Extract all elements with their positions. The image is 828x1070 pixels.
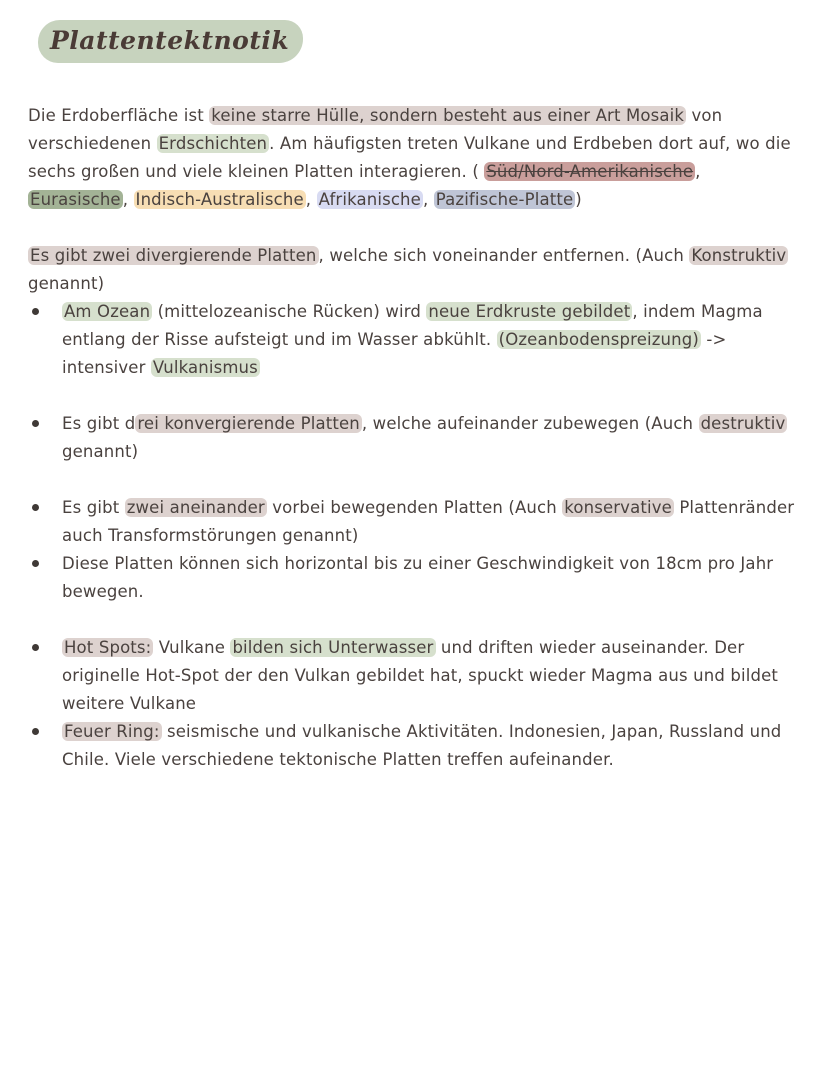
bullet-list-4 xyxy=(28,634,798,774)
list-text: (mittelozeanische Rücken) wird xyxy=(152,302,427,321)
list-item-geschwindigkeit xyxy=(28,550,798,606)
highlight-vulkanismus: Vulkanismus xyxy=(152,358,258,377)
list-text: Vulkane xyxy=(153,638,231,657)
list-text: seismische und vulkanische Aktivitäten. Indonesien, Japan, Russland und Chile. Viele verschiedene tektonische Platten treffen aufeinander. xyxy=(62,722,782,769)
list-text: , welche aufeinander zubewegen (Auch xyxy=(361,414,699,433)
highlight-aneinander: zwei aneinander xyxy=(126,498,265,517)
list-item-transform xyxy=(28,494,798,550)
list-text: genannt) xyxy=(62,442,139,461)
plate-pazifische: Pazifische-Platte xyxy=(435,190,574,209)
page-title: Plattentektnotik xyxy=(50,26,290,55)
highlight-mosaik: keine starre Hülle, sondern besteht aus einer Art Mosaik xyxy=(211,106,685,125)
spacer xyxy=(28,382,798,410)
highlight-unterwasser: bilden sich Unterwasser xyxy=(232,638,434,657)
bullet-list-1 xyxy=(28,298,798,382)
divergent-text: genannt) xyxy=(28,274,105,293)
notes-body xyxy=(28,102,798,774)
closing-paren: ) xyxy=(575,190,582,209)
list-text: Es gibt d xyxy=(62,414,136,433)
list-text: Plattenränder auch Transformstörungen genannt) xyxy=(62,498,795,545)
plate-eurasische: Eurasische xyxy=(30,190,121,209)
bullet-list-2 xyxy=(28,410,798,466)
intro-text: . Am häufigsten treten Vulkane und Erdbeben dort auf, wo die sechs großen und viele kleinen Platten interagieren. ( xyxy=(28,134,791,181)
list-text: , indem Magma entlang der Risse aufsteigt und im Wasser abkühlt. xyxy=(62,302,763,349)
plate-afrikanische: Afrikanische xyxy=(318,190,421,209)
spacer xyxy=(28,606,798,634)
spacer xyxy=(28,466,798,494)
list-text: vorbei bewegenden Platten (Auch xyxy=(266,498,563,517)
plate-indisch-australische: Indisch-Australische xyxy=(135,190,304,209)
intro-text: von verschiedenen xyxy=(28,106,723,153)
separator: , xyxy=(305,190,317,209)
separator: , xyxy=(695,162,701,181)
bullet-list-3 xyxy=(28,494,798,606)
highlight-destruktiv: destruktiv xyxy=(700,414,786,433)
highlight-konservative: konservative xyxy=(564,498,672,517)
list-text: Es gibt xyxy=(62,498,125,517)
highlight-divergierende: Es gibt zwei divergierende Platten xyxy=(30,246,317,265)
highlight-ozeanbodenspreizung: (Ozeanbodenspreizung) xyxy=(498,330,699,349)
highlight-am-ozean: Am Ozean xyxy=(64,302,151,321)
list-item-ozean xyxy=(28,298,798,382)
divergent-text: , welche sich voneinander entfernen. (Auch xyxy=(318,246,690,265)
highlight-erdschichten: Erdschichten xyxy=(158,134,268,153)
highlight-feuer-ring: Feuer Ring: xyxy=(64,722,160,741)
plate-amerikanische: Süd/Nord-Amerikanische xyxy=(486,162,694,181)
intro-paragraph xyxy=(28,102,798,214)
title-highlight xyxy=(38,20,303,63)
highlight-erdkruste: neue Erdkruste gebildet xyxy=(428,302,631,321)
highlight-konvergierende: rei konvergierende Platten xyxy=(137,414,360,433)
divergent-paragraph xyxy=(28,242,798,298)
list-item-hot-spots xyxy=(28,634,798,718)
separator: , xyxy=(422,190,434,209)
list-text: -> intensiver xyxy=(62,330,727,377)
highlight-hot-spots: Hot Spots: xyxy=(64,638,152,657)
list-text: Diese Platten können sich horizontal bis zu einer Geschwindigkeit von 18cm pro Jahr bewegen. xyxy=(62,554,774,601)
list-item-konvergierend xyxy=(28,410,798,466)
intro-text: Die Erdoberfläche ist xyxy=(28,106,210,125)
separator: , xyxy=(122,190,134,209)
highlight-konstruktiv: Konstruktiv xyxy=(691,246,787,265)
spacer xyxy=(28,214,798,242)
list-item-feuer-ring xyxy=(28,718,798,774)
list-text: und driften wieder auseinander. Der originelle Hot-Spot der den Vulkan gebildet hat, spuckt wieder Magma aus und bildet weitere Vulkane xyxy=(62,638,779,713)
